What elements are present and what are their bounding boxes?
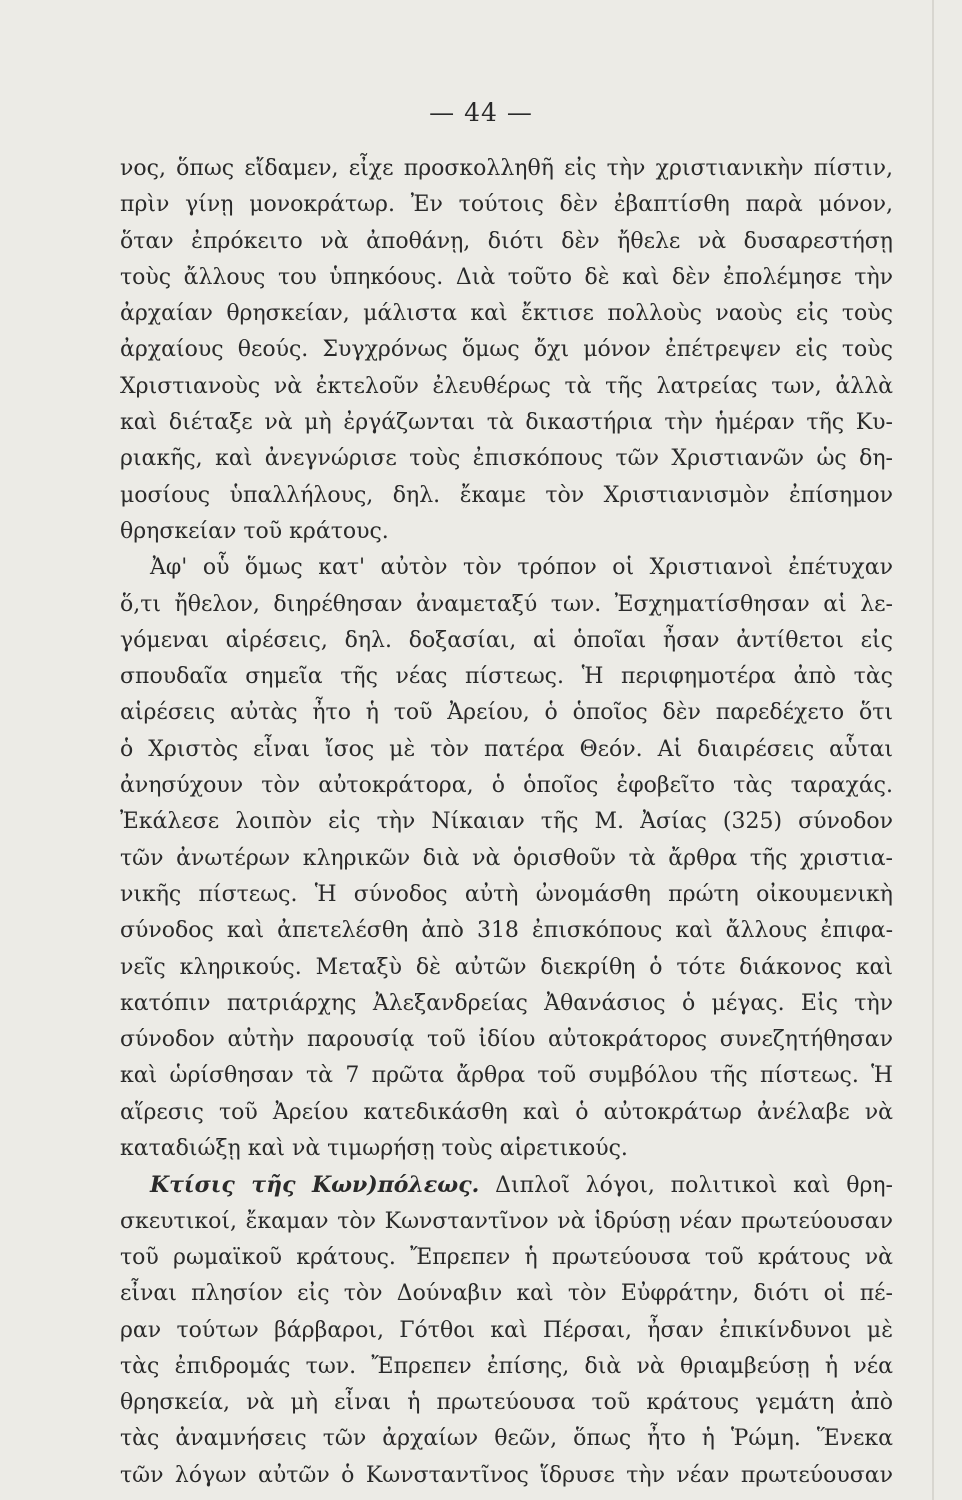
text-line: εἶναι πλησίον εἰς τὸν Δούναβιν καὶ τὸν Εὐφράτην, διότι οἱ πέ-: [120, 1281, 893, 1307]
text-line: αἵρεσις τοῦ Ἀρείου κατεδικάσθη καὶ ὁ αὐτοκράτωρ ἀνέλαβε νὰ: [120, 1099, 893, 1125]
text-line: ὅταν ἐπρόκειτο νὰ ἀποθάνῃ, διότι δὲν ἤθελε νὰ δυσαρεστήσῃ: [120, 228, 893, 254]
text-line: τοῦ ρωμαϊκοῦ κράτους. Ἔπρεπεν ἡ πρωτεύουσα τοῦ κράτους νὰ: [120, 1244, 893, 1270]
text-line: ἀρχαίους θεούς. Συγχρόνως ὅμως ὄχι μόνον ἐπέτρεψεν εἰς τοὺς: [120, 337, 893, 363]
text-line: καὶ διέταξε νὰ μὴ ἐργάζωνται τὰ δικαστήρια τὴν ἡμέραν τῆς Κυ-: [120, 410, 893, 436]
text-line: γόμεναι αἱρέσεις, δηλ. δοξασίαι, αἱ ὁποῖαι ἦσαν ἀντίθετοι εἰς: [120, 627, 893, 653]
text-line: μοσίους ὑπαλλήλους, δηλ. ἔκαμε τὸν Χριστιανισμὸν ἐπίσημον: [120, 482, 893, 508]
text-line: σύνοδον αὐτὴν παρουσίᾳ τοῦ ἰδίου αὐτοκράτορος συνεζητήθησαν: [120, 1027, 893, 1053]
text-line: τὰς ἀναμνήσεις τῶν ἀρχαίων θεῶν, ὅπως ἦτο ἡ Ῥώμη. Ἕνεκα: [120, 1426, 893, 1452]
text-line: Χριστιανοὺς νὰ ἐκτελοῦν ἐλευθέρως τὰ τῆς λατρείας των, ἀλλὰ: [120, 373, 893, 399]
text-line: τοὺς ἄλλους του ὑπηκόους. Διὰ τοῦτο δὲ καὶ δὲν ἐπολέμησε τὴν: [120, 264, 893, 290]
text-line: ραν τούτων βάρβαροι, Γότθοι καὶ Πέρσαι, ἦσαν ἐπικίνδυνοι μὲ: [120, 1317, 893, 1343]
section-first-line-text: Διπλοῖ λόγοι, πολιτικοὶ καὶ θρη-: [495, 1173, 893, 1199]
text-line: Ἀφ' οὗ ὅμως κατ' αὐτὸν τὸν τρόπον οἱ Χριστιανοὶ ἐπέτυχαν: [150, 555, 893, 581]
text-line: τῶν ἀνωτέρων κληρικῶν διὰ νὰ ὁρισθοῦν τὰ ἄρθρα τῆς χριστια-: [120, 845, 893, 871]
text-line: πρὶν γίνῃ μονοκράτωρ. Ἐν τούτοις δὲν ἐβαπτίσθη παρὰ μόνον,: [120, 192, 893, 218]
text-line: νικῆς πίστεως. Ἡ σύνοδος αὐτὴ ὠνομάσθη πρώτη οἰκουμενικὴ: [120, 881, 893, 907]
body-text: [120, 151, 893, 1494]
text-line: τῶν λόγων αὐτῶν ὁ Κωνσταντῖνος ἵδρυσε τὴν νέαν πρωτεύουσαν: [120, 1462, 893, 1488]
section-first-line: [120, 1167, 893, 1203]
text-line: νεῖς κληρικούς. Μεταξὺ δὲ αὐτῶν διεκρίθη ὁ τότε διάκονος καὶ: [120, 954, 893, 980]
text-line: σκευτικοί, ἔκαμαν τὸν Κωνσταντῖνον νὰ ἱδρύσῃ νέαν πρωτεύουσαν: [120, 1208, 893, 1234]
page-edge: [932, 0, 934, 1500]
text-line: σύνοδος καὶ ἀπετελέσθη ἀπὸ 318 ἐπισκόπους καὶ ἄλλους ἐπιφα-: [120, 918, 893, 944]
text-line: ὅ,τι ἤθελον, διηρέθησαν ἀναμεταξύ των. Ἐσχηματίσθησαν αἱ λε-: [120, 591, 893, 617]
text-line: κατόπιν πατριάρχης Ἀλεξανδρείας Ἀθανάσιος ὁ μέγας. Εἰς τὴν: [120, 990, 893, 1016]
text-line: ὁ Χριστὸς εἶναι ἴσος μὲ τὸν πατέρα Θεόν. Αἱ διαιρέσεις αὗται: [120, 736, 893, 762]
text-line: ριακῆς, καὶ ἀνεγνώρισε τοὺς ἐπισκόπους τῶν Χριστιανῶν ὡς δη-: [120, 446, 893, 472]
text-line: καταδιώξῃ καὶ νὰ τιμωρήσῃ τοὺς αἱρετικούς.: [120, 1136, 628, 1162]
text-line: θρησκεία, νὰ μὴ εἶναι ἡ πρωτεύουσα τοῦ κράτους γεμάτη ἀπὸ: [120, 1390, 893, 1416]
text-line: τὰς ἐπιδρομάς των. Ἔπρεπεν ἐπίσης, διὰ νὰ θριαμβεύσῃ ἡ νέα: [120, 1353, 893, 1379]
text-line: ἀρχαίαν θρησκείαν, μάλιστα καὶ ἔκτισε πολλοὺς ναοὺς εἰς τοὺς: [120, 301, 893, 327]
text-line: Ἐκάλεσε λοιπὸν εἰς τὴν Νίκαιαν τῆς Μ. Ἀσίας (325) σύνοδον: [120, 809, 893, 835]
section-heading: Κτίσις τῆς Κων)πόλεως.: [150, 1172, 480, 1199]
text-line: καὶ ὡρίσθησαν τὰ 7 πρῶτα ἄρθρα τοῦ συμβόλου τῆς πίστεως. Ἡ: [120, 1063, 893, 1089]
text-line: ἀνησύχουν τὸν αὐτοκράτορα, ὁ ὁποῖος ἐφοβεῖτο τὰς ταραχάς.: [120, 773, 893, 799]
text-line: σπουδαῖα σημεῖα τῆς νέας πίστεως. Ἡ περιφημοτέρα ἀπὸ τὰς: [120, 664, 893, 690]
page-number: — 44 —: [429, 98, 533, 127]
text-line: θρησκείαν τοῦ κράτους.: [120, 518, 389, 544]
text-line: νος, ὅπως εἴδαμεν, εἶχε προσκολληθῆ εἰς τὴν χριστιανικὴν πίστιν,: [120, 156, 893, 181]
text-line: αἱρέσεις αὐτὰς ἦτο ἡ τοῦ Ἀρείου, ὁ ὁποῖος δὲν παρεδέχετο ὅτι: [120, 700, 893, 726]
